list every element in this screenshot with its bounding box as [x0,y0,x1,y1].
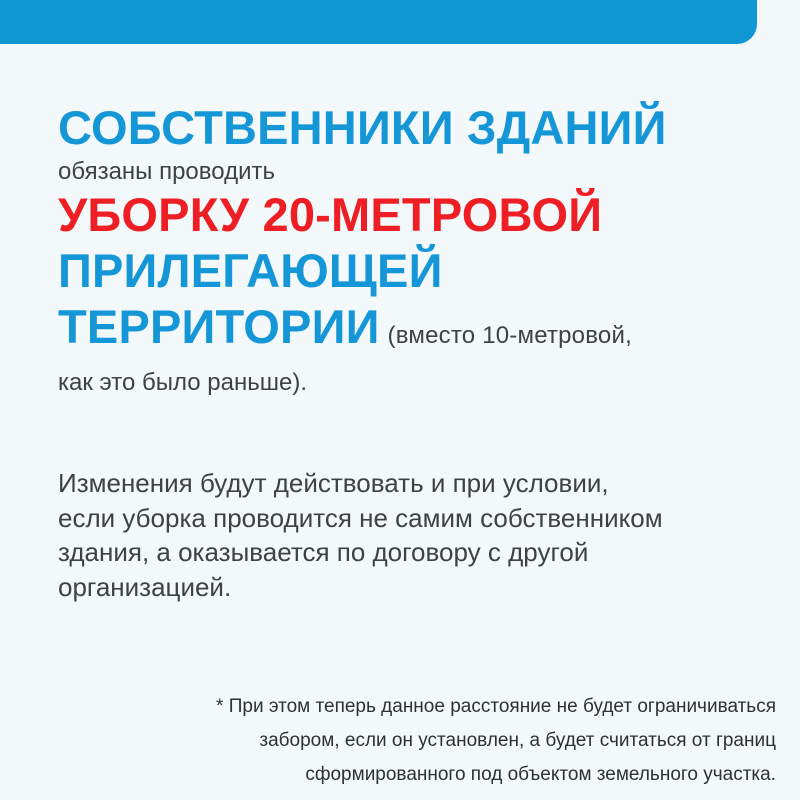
paragraph-line: если уборка проводится не самим собственником [58,502,663,533]
paragraph-line: Изменения будут действовать и при условии, [58,468,609,498]
paragraph-line: здания, а оказывается по договору с другой [58,537,589,567]
footnote-line: * При этом теперь данное расстояние не будет ограничиваться [216,696,776,717]
paragraph-line: организацией. [58,571,232,602]
footnote-line: забором, если он установлен, а будет считаться от границ [259,730,776,751]
headline-adjacent: ПРИЛЕГАЮЩЕЙ [58,244,443,297]
footnote [56,690,776,792]
top-accent-bar [0,0,757,44]
headline-note-inline: (вместо 10-метровой, [387,322,632,349]
headline-block [58,100,778,398]
footnote-line: сформированного под объектом земельного участка. [305,764,776,785]
headline-obliged: обязаны проводить [58,158,275,185]
headline-note-continued: как это было раньше). [58,369,307,396]
headline-cleaning-20m: УБОРКУ 20-МЕТРОВОЙ [58,188,603,241]
body-paragraph [58,466,778,604]
headline-territory-line [58,299,778,364]
headline-territory: ТЕРРИТОРИИ [58,300,380,353]
headline-owners: СОБСТВЕННИКИ ЗДАНИЙ [58,101,667,154]
